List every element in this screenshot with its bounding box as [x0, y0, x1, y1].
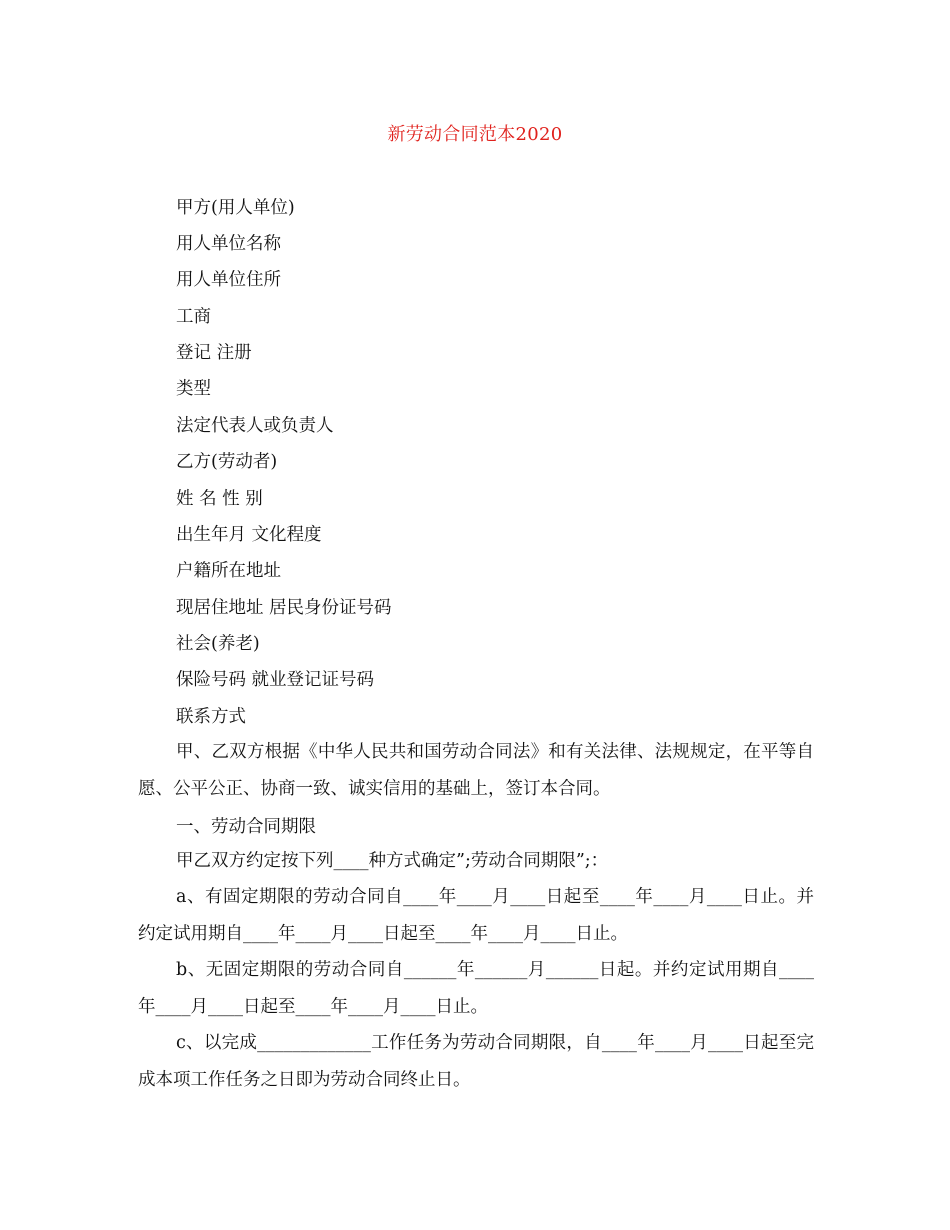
section-1-intro: 甲乙双方约定按下列____种方式确定”;劳动合同期限”;：: [176, 851, 609, 871]
field-legal-representative: 法定代表人或负责人: [176, 416, 334, 436]
section-1-heading: 一、劳动合同期限: [176, 817, 316, 837]
field-contact: 联系方式: [176, 707, 246, 727]
option-b-paragraph: b、无固定期限的劳动合同自______年______月______日起。并约定试用期自____年____月____日起至____年____月____日止。: [138, 960, 814, 1017]
field-name-gender: 姓 名 性 别: [176, 489, 263, 509]
field-registration: 登记 注册: [176, 343, 252, 363]
option-a-paragraph: a、有固定期限的劳动合同自____年____月____日起至____年____月____日止。并约定试用期自____年____月____日起至____年____月____日止。: [138, 887, 814, 944]
field-insurance-employment: 保险号码 就业登记证号码: [176, 670, 375, 690]
field-residence-id: 现居住地址 居民身份证号码: [176, 598, 392, 618]
field-type: 类型: [176, 379, 211, 399]
option-c-paragraph: c、以完成_____________工作任务为劳动合同期限，自____年____月____日起至完成本项工作任务之日即为劳动合同终止日。: [138, 1033, 814, 1090]
field-social-pension: 社会(养老): [176, 634, 260, 654]
document-title: 新劳动合同范本2020: [387, 124, 563, 145]
field-birth-education: 出生年月 文化程度: [176, 525, 322, 545]
field-industry-commerce: 工商: [176, 307, 211, 327]
field-employer-address: 用人单位住所: [176, 270, 281, 290]
preamble-paragraph: 甲、乙双方根据《中华人民共和国劳动合同法》和有关法律、法规规定，在平等自愿、公平公正、协商一致、诚实信用的基础上，签订本合同。: [138, 742, 814, 799]
field-household-address: 户籍所在地址: [176, 561, 281, 581]
field-party-a: 甲方(用人单位): [176, 198, 295, 218]
field-employer-name: 用人单位名称: [176, 234, 281, 254]
field-party-b: 乙方(劳动者): [176, 452, 278, 472]
